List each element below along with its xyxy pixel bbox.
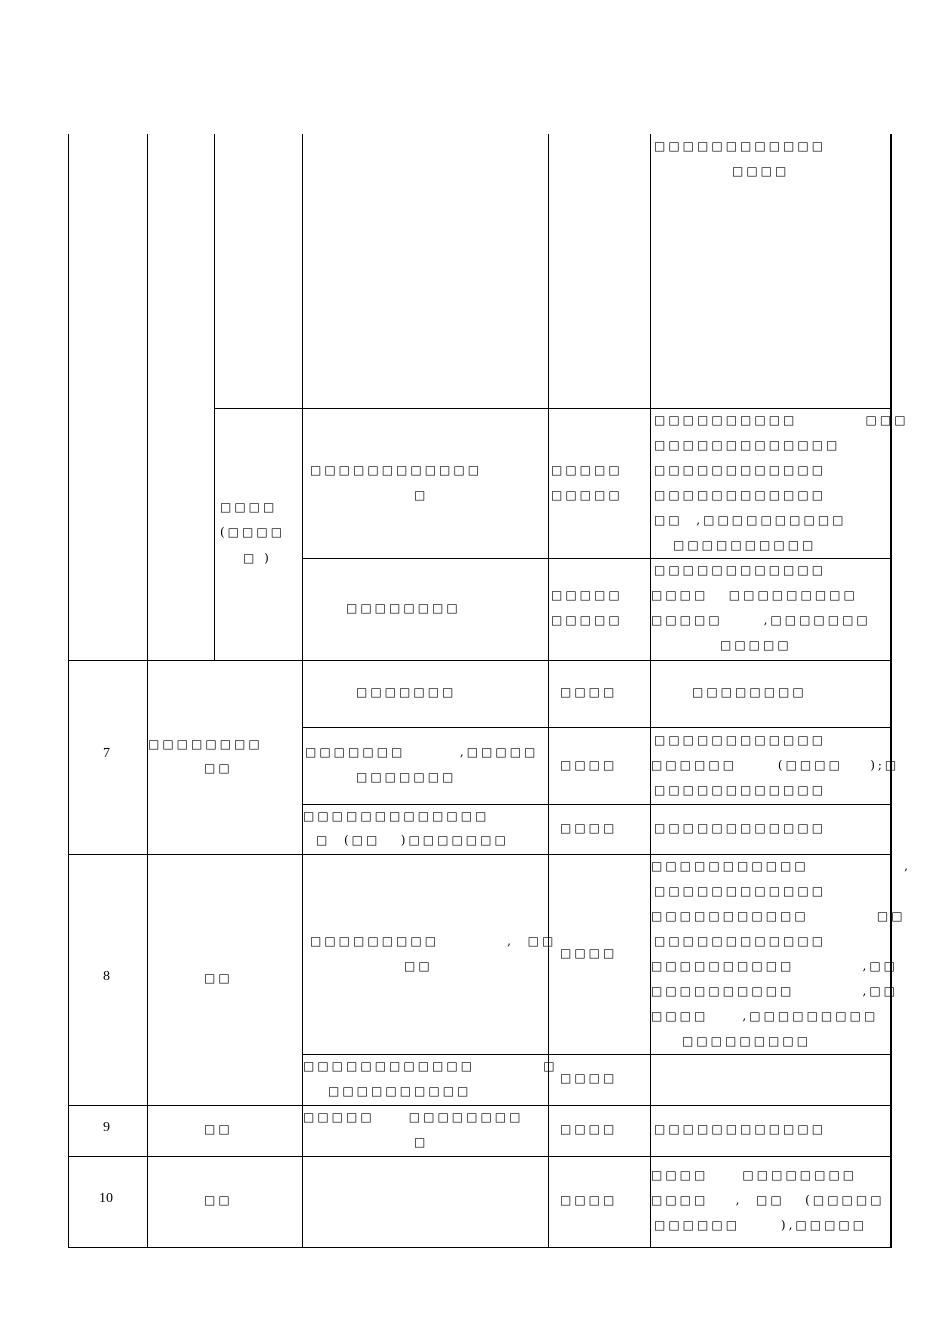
item-text: □□□□□□□□□ , □□ (310, 934, 557, 948)
row-number: 10 (99, 1191, 113, 1206)
type-text: □□□□ (560, 821, 618, 835)
desc-text: □□□□□ (720, 638, 792, 652)
item-text: □ (414, 488, 429, 502)
desc-text: □□□□□□□□□□ ,□□ (651, 959, 899, 973)
table-cell-text: □□□□ (732, 164, 790, 178)
desc-text: □□□□□□□□□□□□ (654, 934, 827, 948)
desc-text: □□□□□□□□ (692, 685, 807, 699)
type-text: □□□□□ (551, 588, 623, 602)
type-text: □□□□□ (551, 463, 623, 477)
desc-text: □□□□□□□□□□□□ (654, 821, 827, 835)
row-name: □□ (204, 761, 233, 775)
row-name: □□□□□□□□ (148, 737, 263, 751)
type-text: □□□□□ (551, 488, 623, 502)
type-text: □□□□ (560, 1122, 618, 1136)
label-line: □□□□ (220, 500, 278, 514)
table-cell-text: □□□□□□□□□□□□ (654, 139, 827, 153)
type-text: □□□□ (560, 1071, 618, 1085)
desc-text: □□ ,□□□□□□□□□□ (654, 513, 847, 527)
grid-line (68, 1247, 891, 1248)
grid-line (548, 134, 549, 1248)
desc-text: □□□□ □□□□□□□□□ (651, 588, 858, 602)
desc-text: □□□□□ ,□□□□□□□ (651, 613, 871, 627)
desc-text: □□□□□□□□□□□□□ (654, 438, 841, 452)
desc-text: □□□□ , □□ (□□□□□ (651, 1193, 885, 1207)
row-number: 9 (103, 1120, 110, 1135)
row-name: □□ (204, 1122, 233, 1136)
grid-line (68, 660, 891, 661)
desc-text: □□□□□□ ),□□□□□ (654, 1218, 868, 1232)
row-name: □□ (204, 971, 233, 985)
row-name: □□ (204, 1193, 233, 1207)
desc-text: □□□□□□□□□□□□ (654, 563, 827, 577)
desc-text: □□□□□□□□□□□□ (654, 463, 827, 477)
item-text: □□□□□□□□□□□□ □ (303, 1059, 558, 1073)
type-text: □□□□ (560, 1193, 618, 1207)
desc-text: □□□□□□ (□□□□ );□ (651, 758, 900, 772)
item-text: □□ (404, 959, 433, 973)
type-text: □□□□ (560, 946, 618, 960)
grid-line (890, 134, 892, 1248)
desc-text: □□□□□□□□□□□ □□ (651, 909, 906, 923)
type-text: □□□□ (560, 758, 618, 772)
item-text: □□□□□□□□□□□□ (310, 463, 483, 477)
item-text: □□□□□□□□ (346, 601, 461, 615)
desc-text: □□□□□□□□□□□ , (651, 859, 911, 873)
desc-text: □□□□ □□□□□□□□ (651, 1168, 858, 1182)
item-text: □ (□□ )□□□□□□□ (316, 833, 509, 847)
label-line: (□□□□ (220, 525, 286, 539)
row-number: 8 (103, 969, 110, 984)
desc-text: □□□□□□□□□□ □□□ (654, 413, 909, 427)
desc-text: □□□□□□□□□□ (673, 538, 817, 552)
row-number: 7 (103, 746, 110, 761)
item-text: □□□□□□□□□□ (328, 1084, 472, 1098)
grid-line (302, 134, 303, 1248)
grid-line (650, 134, 651, 1248)
grid-line (147, 134, 148, 1248)
grid-line (68, 1156, 891, 1157)
item-text: □□□□□□□ ,□□□□□ (305, 745, 539, 759)
desc-text: □□□□□□□□□□□□ (654, 783, 827, 797)
item-text: □□□□□□□□□□□□□ (303, 809, 490, 823)
type-text: □□□□ (560, 685, 618, 699)
desc-text: □□□□□□□□□□□□ (654, 733, 827, 747)
type-text: □□□□□ (551, 613, 623, 627)
desc-text: □□□□□□□□□□□□ (654, 488, 827, 502)
desc-text: □□□□□□□□□ (682, 1034, 812, 1048)
item-text: □□□□□□□ (356, 685, 457, 699)
desc-text: □□□□ ,□□□□□□□□□ (651, 1009, 879, 1023)
label-line: □ ) (243, 551, 272, 565)
item-text: □□□□□ □□□□□□□□ (303, 1110, 524, 1124)
desc-text: □□□□□□□□□□□□ (654, 1122, 827, 1136)
item-text: □ (414, 1135, 429, 1149)
desc-text: □□□□□□□□□□□□ (654, 884, 827, 898)
item-text: □□□□□□□ (356, 770, 457, 784)
grid-line (68, 134, 69, 1248)
grid-line (214, 134, 215, 661)
desc-text: □□□□□□□□□□ ,□□ (651, 984, 899, 998)
